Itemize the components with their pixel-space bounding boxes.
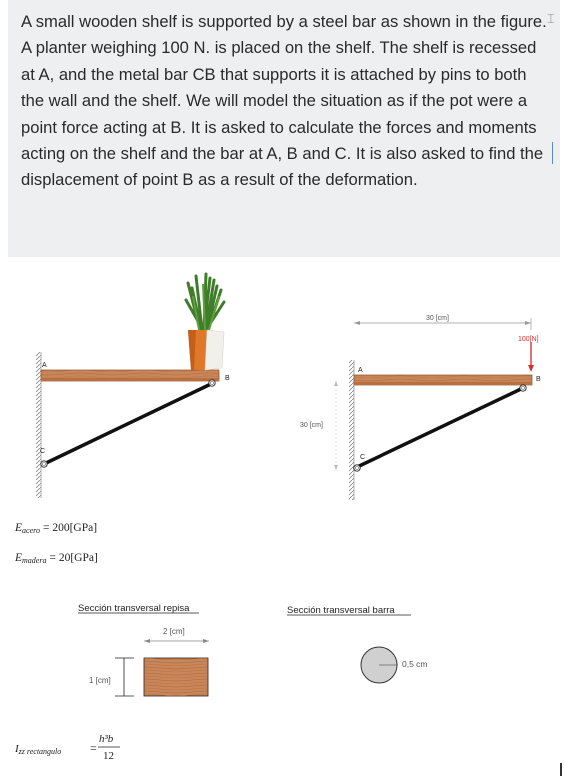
pin-mark: O: [210, 381, 214, 387]
height-dimension-label: 30 [cm]: [300, 422, 323, 429]
problem-figure: [0, 257, 565, 776]
label-c-left: C: [40, 448, 46, 455]
label-b-left: B: [225, 375, 230, 382]
wall-right: [349, 360, 354, 500]
right-diagram: [300, 315, 541, 500]
shelf-width-label: 2 [cm]: [163, 627, 185, 636]
pin-icon[interactable]: ⌶: [547, 12, 555, 27]
shelf-height-label: 1 [cm]: [89, 676, 111, 685]
bar-section-title: Sección transversal barra: [287, 605, 395, 616]
pin-mark: O: [355, 466, 359, 472]
wall-left: [36, 352, 41, 498]
bar-cross-section: [287, 605, 428, 683]
izz-lhs: Izz rectangulo: [15, 743, 62, 756]
question-panel: [8, 0, 560, 257]
izz-numerator: h³b: [99, 733, 114, 745]
izz-denominator: 12: [103, 750, 114, 762]
pin-mark: O: [521, 386, 525, 392]
label-a-right: A: [358, 367, 363, 374]
load-label: 100[N]: [518, 336, 539, 343]
e-wood: Emadera = 20[GPa]: [15, 552, 98, 565]
steel-bar-left: [44, 383, 213, 464]
label-b-right: B: [536, 376, 541, 383]
material-properties: [14, 522, 98, 565]
width-dimension-label: 30 [cm]: [426, 315, 449, 322]
steel-bar-right: [355, 388, 523, 468]
izz-formula: [14, 733, 120, 762]
pin-mark: O: [42, 462, 46, 468]
shelf-section-title: Sección transversal repisa: [78, 603, 190, 614]
left-diagram: [36, 274, 230, 498]
label-a-left: A: [42, 362, 47, 369]
bar-radius-label: 0,5 cm: [402, 659, 428, 669]
e-steel: Eacero = 200[GPa]: [15, 522, 98, 535]
text-cursor: [552, 142, 553, 164]
shelf-cross-section: [78, 603, 209, 696]
label-c-right: C: [360, 454, 366, 461]
izz-equals: =: [90, 741, 97, 755]
plant-icon: [186, 274, 224, 370]
question-text[interactable]: A small wooden shelf is supported by a steel bar as shown in the figure. A planter weighing 100 N. is placed on the shelf. The shelf is recessed at A, and the metal bar CB that supports it is attached by pins to both the wall and the shelf. We will model the situation as if the pot were a point force acting at B. It is asked to calculate the forces and moments acting on the shelf and the bar at A, B and C. It is also asked to find the displacement of point B as a result of the deformation.: [21, 12, 547, 190]
